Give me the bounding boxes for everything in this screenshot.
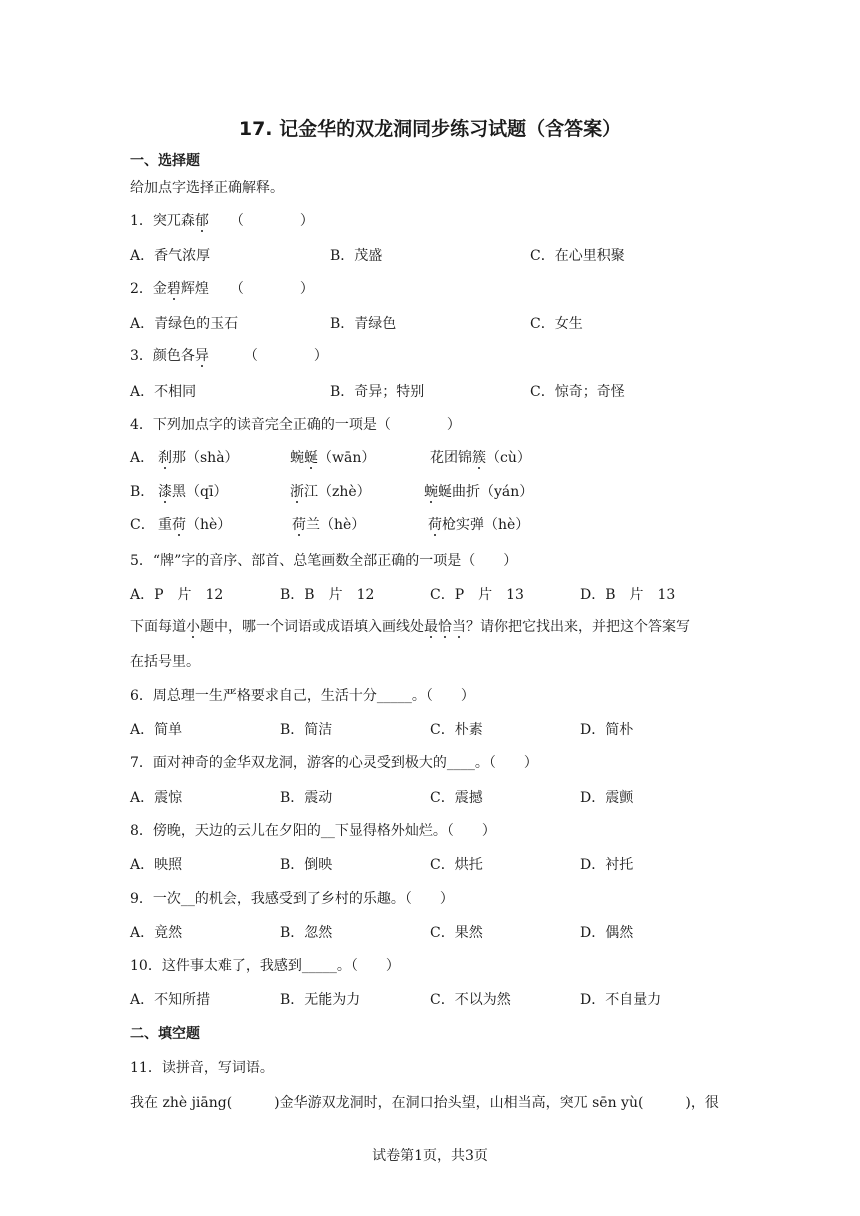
q4-option-a-label[interactable]: A．	[130, 450, 155, 466]
q4-option-a-word-3[interactable]: 花团锦簇（cù）	[430, 450, 531, 466]
q8-option-b[interactable]: B．倒映	[280, 857, 333, 873]
q4-option-c-word-2[interactable]: 荷兰（hè）	[292, 517, 366, 533]
q3-option-c[interactable]: C．惊奇；奇怪	[530, 384, 625, 400]
page-title: 17. 记金华的双龙洞同步练习试题（含答案）	[238, 118, 622, 140]
question-9: 9．一次__的机会，我感受到了乡村的乐趣。（ ）	[130, 891, 454, 907]
q8-option-c[interactable]: C．烘托	[430, 857, 483, 873]
q4-option-c-word-1[interactable]: 重荷（hè）	[158, 517, 232, 533]
q6-option-d[interactable]: D．简朴	[580, 722, 634, 738]
q4-option-c-word-3[interactable]: 荷枪实弹（hè）	[428, 517, 530, 533]
q5-option-a[interactable]: A．P 片 12	[130, 587, 224, 603]
q5-option-c[interactable]: C．P 片 13	[430, 587, 524, 603]
q6-option-c[interactable]: C．朴素	[430, 722, 483, 738]
question-3: 3．颜色各异 （ ）	[130, 348, 328, 364]
question-8: 8．傍晚，天边的云儿在夕阳的__下显得格外灿烂。（ ）	[130, 823, 496, 839]
question-6: 6．周总理一生严格要求自己，生活十分_____。（ ）	[130, 688, 475, 704]
q4-option-c-label[interactable]: C．	[130, 517, 155, 533]
q9-option-c[interactable]: C．果然	[430, 925, 483, 941]
instruction-1: 给加点字选择正确解释。	[130, 180, 284, 196]
q8-option-a[interactable]: A．映照	[130, 857, 183, 873]
question-7: 7．面对神奇的金华双龙洞，游客的心灵受到极大的____。（ ）	[130, 755, 538, 771]
q3-option-a[interactable]: A．不相同	[130, 384, 197, 400]
question-10: 10．这件事太难了，我感到_____。（ ）	[130, 958, 400, 974]
instruction-2-line-2: 在括号里。	[130, 654, 200, 670]
q5-option-d[interactable]: D．B 片 13	[580, 587, 676, 603]
question-5: 5．“牌”字的音序、部首、总笔画数全部正确的一项是（ ）	[130, 553, 518, 569]
question-11: 11．读拼音，写词语。	[130, 1060, 274, 1076]
q10-option-c[interactable]: C．不以为然	[430, 992, 511, 1008]
q4-option-b-word-3[interactable]: 蜿蜒曲折（yán）	[424, 484, 534, 500]
q7-option-d[interactable]: D．震颤	[580, 790, 634, 806]
question-2: 2．金碧辉煌 （ ）	[130, 281, 314, 297]
q7-option-c[interactable]: C．震撼	[430, 790, 483, 806]
q4-option-a-word-1[interactable]: 刹那（shà）	[158, 450, 239, 466]
q9-option-d[interactable]: D．偶然	[580, 925, 634, 941]
q4-option-b-label[interactable]: B．	[130, 484, 155, 500]
question-4: 4．下列加点字的读音完全正确的一项是（ ）	[130, 417, 461, 433]
q4-option-b-word-1[interactable]: 漆黑（qī）	[158, 484, 228, 500]
q7-option-a[interactable]: A．震惊	[130, 790, 183, 806]
q1-option-c[interactable]: C．在心里积聚	[530, 248, 625, 264]
page-footer: 试卷第1页，共3页	[372, 1148, 488, 1164]
q4-option-a-word-2[interactable]: 蜿蜒（wān）	[290, 450, 376, 466]
question-11-text: 我在 zhè jiāng( )金华游双龙洞时，在洞口抬头望，山相当高，突兀 sēn yù( )，很	[130, 1095, 719, 1111]
q10-option-b[interactable]: B．无能为力	[280, 992, 361, 1008]
instruction-2: 下面每道小题中，哪一个词语或成语填入画线处最恰当？请你把它找出来，并把这个答案写	[130, 619, 690, 635]
q1-option-a[interactable]: A．香气浓厚	[130, 248, 211, 264]
q3-option-b[interactable]: B．奇异；特别	[330, 384, 425, 400]
q4-option-b-word-2[interactable]: 浙江（zhè）	[290, 484, 371, 500]
q8-option-d[interactable]: D．衬托	[580, 857, 634, 873]
q7-option-b[interactable]: B．震动	[280, 790, 333, 806]
section-heading-fill: 二、填空题	[130, 1026, 200, 1042]
q6-option-b[interactable]: B．简洁	[280, 722, 333, 738]
q9-option-b[interactable]: B．忽然	[280, 925, 333, 941]
q10-option-d[interactable]: D．不自量力	[580, 992, 662, 1008]
q2-option-a[interactable]: A．青绿色的玉石	[130, 316, 239, 332]
section-heading-choice: 一、选择题	[130, 153, 200, 169]
q5-option-b[interactable]: B．B 片 12	[280, 587, 375, 603]
question-1: 1．突兀森郁 （ ）	[130, 213, 314, 229]
q6-option-a[interactable]: A．简单	[130, 722, 183, 738]
q2-option-b[interactable]: B．青绿色	[330, 316, 397, 332]
q10-option-a[interactable]: A．不知所措	[130, 992, 211, 1008]
q2-option-c[interactable]: C．女生	[530, 316, 583, 332]
q1-option-b[interactable]: B．茂盛	[330, 248, 383, 264]
q9-option-a[interactable]: A．竟然	[130, 925, 183, 941]
